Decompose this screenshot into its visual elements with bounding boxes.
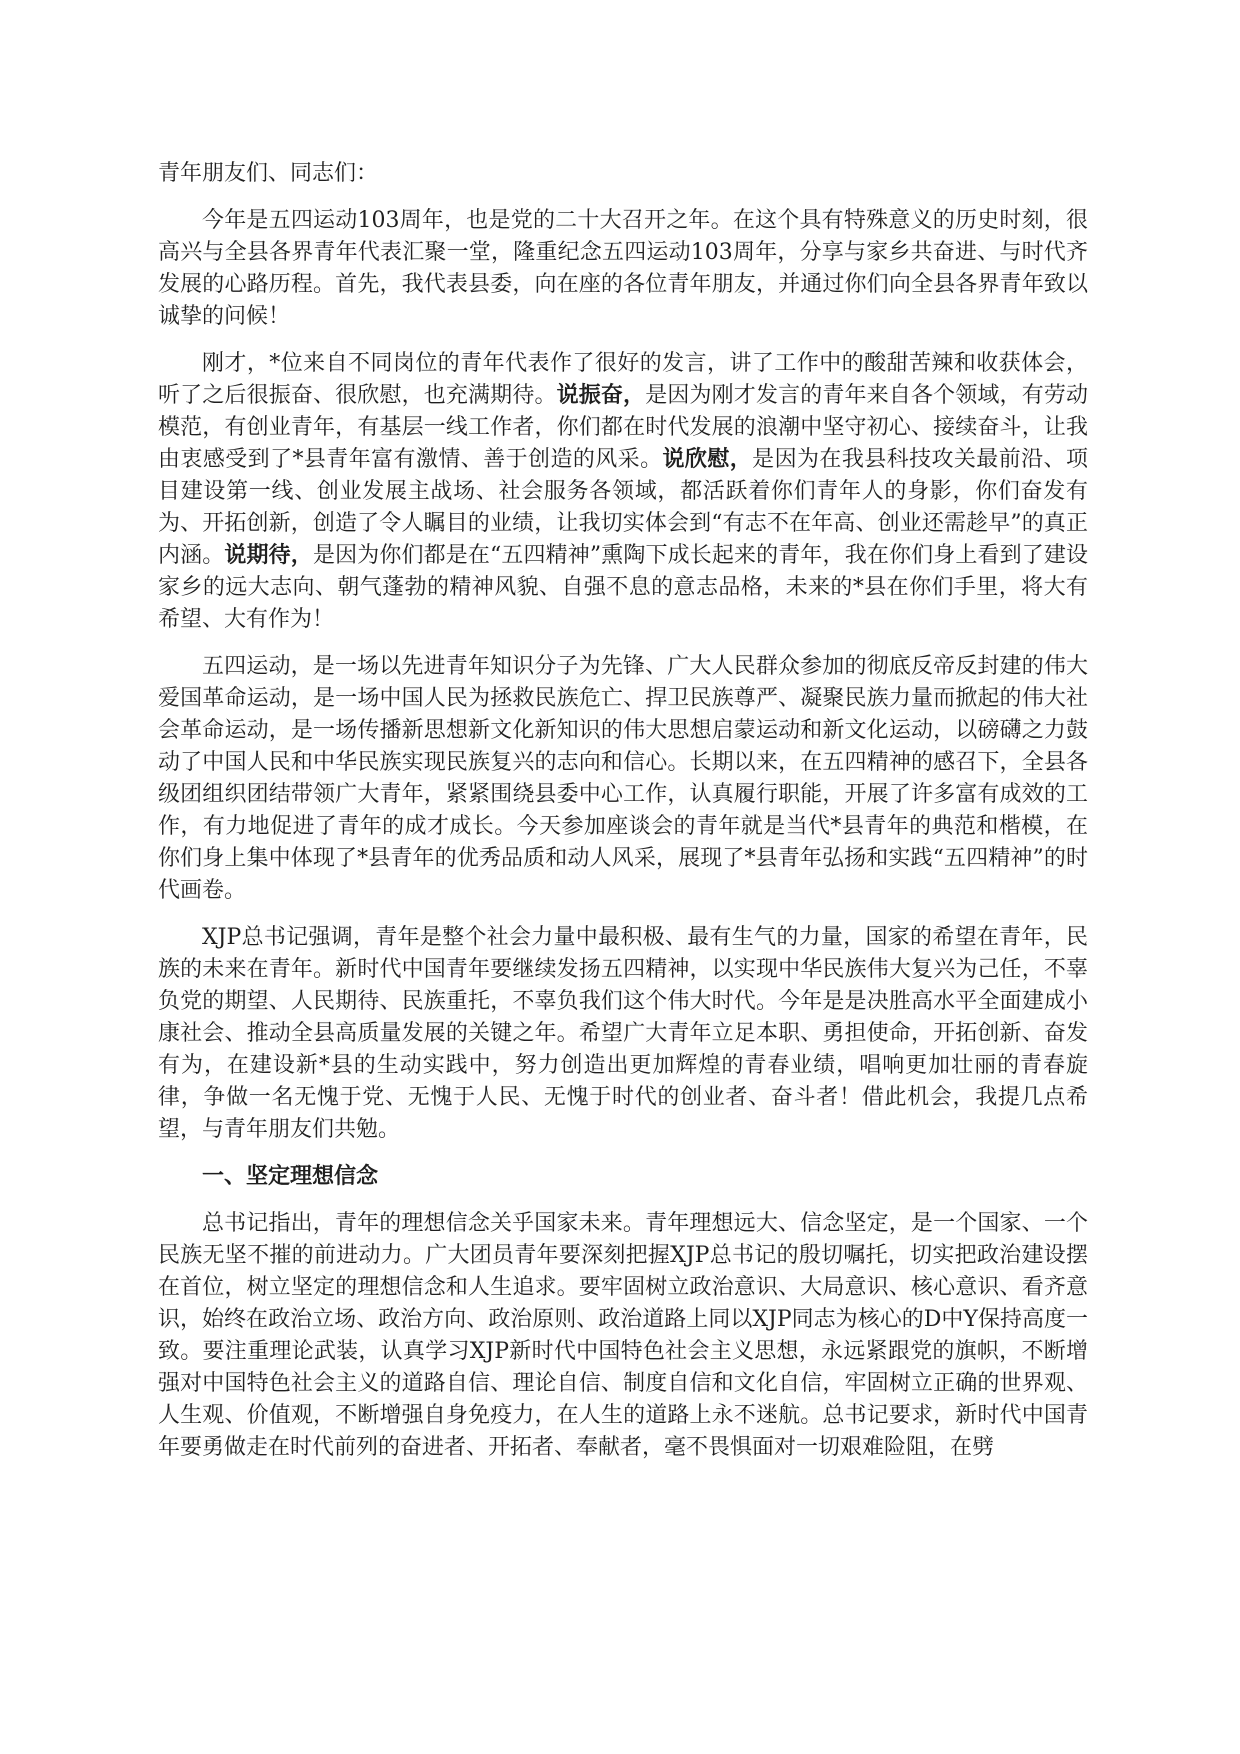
paragraph-3: 五四运动，是一场以先进青年知识分子为先锋、广大人民群众参加的彻底反帝反封建的伟大爱国革命运动，是一场中国人民为拯救民族危亡、捍卫民族尊严、凝聚民族力量而掀起的伟大社会革命运动，是一场传播新思想新文化新知识的伟大思想启蒙运动和新文化运动，以磅礴之力鼓动了中国人民和中华民族实现民族复兴的志向和信心。长期以来，在五四精神的感召下，全县各级团组织团结带领广大青年，紧紧围绕县委中心工作，认真履行职能，开展了许多富有成效的工作，有力地促进了青年的成才成长。今天参加座谈会的青年就是当代*县青年的典范和楷模，在你们身上集中体现了*县青年的优秀品质和动人风采，展现了*县青年弘扬和实践“五四精神”的时代画卷。	[158, 654, 1088, 903]
salutation: 青年朋友们、同志们：	[158, 161, 379, 186]
paragraph-5: 总书记指出，青年的理想信念关乎国家未来。青年理想远大、信念坚定，是一个国家、一个民族无坚不摧的前进动力。广大团员青年要深刻把握XJP总书记的殷切嘱托，切实把政治建设摆在首位，树立坚定的理想信念和人生追求。要牢固树立政治意识、大局意识、核心意识、看齐意识，始终在政治立场、政治方向、政治原则、政治道路上同以XJP同志为核心的D中Y保持高度一致。要注重理论武装，认真学习XJP新时代中国特色社会主义思想，永远紧跟党的旗帜，不断增强对中国特色社会主义的道路自信、理论自信、制度自信和文化自信，牢固树立正确的世界观、人生观、价值观，不断增强自身免疫力，在人生的道路上永不迷航。总书记要求，新时代中国青年要勇做走在时代前列的奋进者、开拓者、奉献者，毫不畏惧面对一切艰难险阻，在劈	[158, 1211, 1088, 1460]
paragraph-2-text-1: 是因为刚才发言的青年来自各个领域，有劳动模范，有创业青年，有基层一线工作者，你们都在时代发展的浪潮中坚守初心、接续奋斗，让我由衷感受到了*县青年富有激情、善于创造的风采。	[158, 383, 1088, 472]
paragraph-2-intro: 刚才，*位来自不同岗位的青年代表作了很好的发言，讲了工作中的酸甜苦辣和收获体会，听了之后很振奋、很欣慰，也充满期待。	[158, 351, 1088, 408]
paragraph-4: XJP总书记强调，青年是整个社会力量中最积极、最有生气的力量，国家的希望在青年，民族的未来在青年。新时代中国青年要继续发扬五四精神，以实现中华民族伟大复兴为己任，不辜负党的期望、人民期待、民族重托，不辜负我们这个伟大时代。今年是是决胜高水平全面建成小康社会、推动全县高质量发展的关键之年。希望广大青年立足本职、勇担使命，开拓创新、奋发有为，在建设新*县的生动实践中，努力创造出更加辉煌的青春业绩，唱响更加壮丽的青春旋律，争做一名无愧于党、无愧于人民、无愧于时代的创业者、奋斗者！借此机会，我提几点希望，与青年朋友们共勉。	[158, 925, 1088, 1142]
document-body	[158, 158, 1088, 1479]
lead-phrase-gratified: 说欣慰，	[662, 447, 753, 472]
section-heading-1: 一、坚定理想信念	[202, 1164, 379, 1189]
lead-phrase-excited: 说振奋，	[556, 383, 646, 408]
paragraph-2-text-3: 是因为你们都是在“五四精神”熏陶下成长起来的青年，我在你们身上看到了建设家乡的远大志向、朝气蓬勃的精神风貌、自强不息的意志品格，未来的*县在你们手里，将大有希望、大有作为！	[158, 543, 1088, 632]
paragraph-2-text-2: 是因为在我县科技攻关最前沿、项目建设第一线、创业发展主战场、社会服务各领域，都活跃着你们青年人的身影，你们奋发有为、开拓创新，创造了令人瞩目的业绩，让我切实体会到“有志不在年高、创业还需趁早”的真正内涵。	[158, 447, 1088, 568]
paragraph-1: 今年是五四运动103周年，也是党的二十大召开之年。在这个具有特殊意义的历史时刻，很高兴与全县各界青年代表汇聚一堂，隆重纪念五四运动103周年，分享与家乡共奋进、与时代齐发展的心路历程。首先，我代表县委，向在座的各位青年朋友，并通过你们向全县各界青年致以诚挚的问候！	[158, 208, 1088, 329]
paragraph-2	[158, 348, 1088, 636]
lead-phrase-expectation: 说期待，	[224, 543, 313, 568]
